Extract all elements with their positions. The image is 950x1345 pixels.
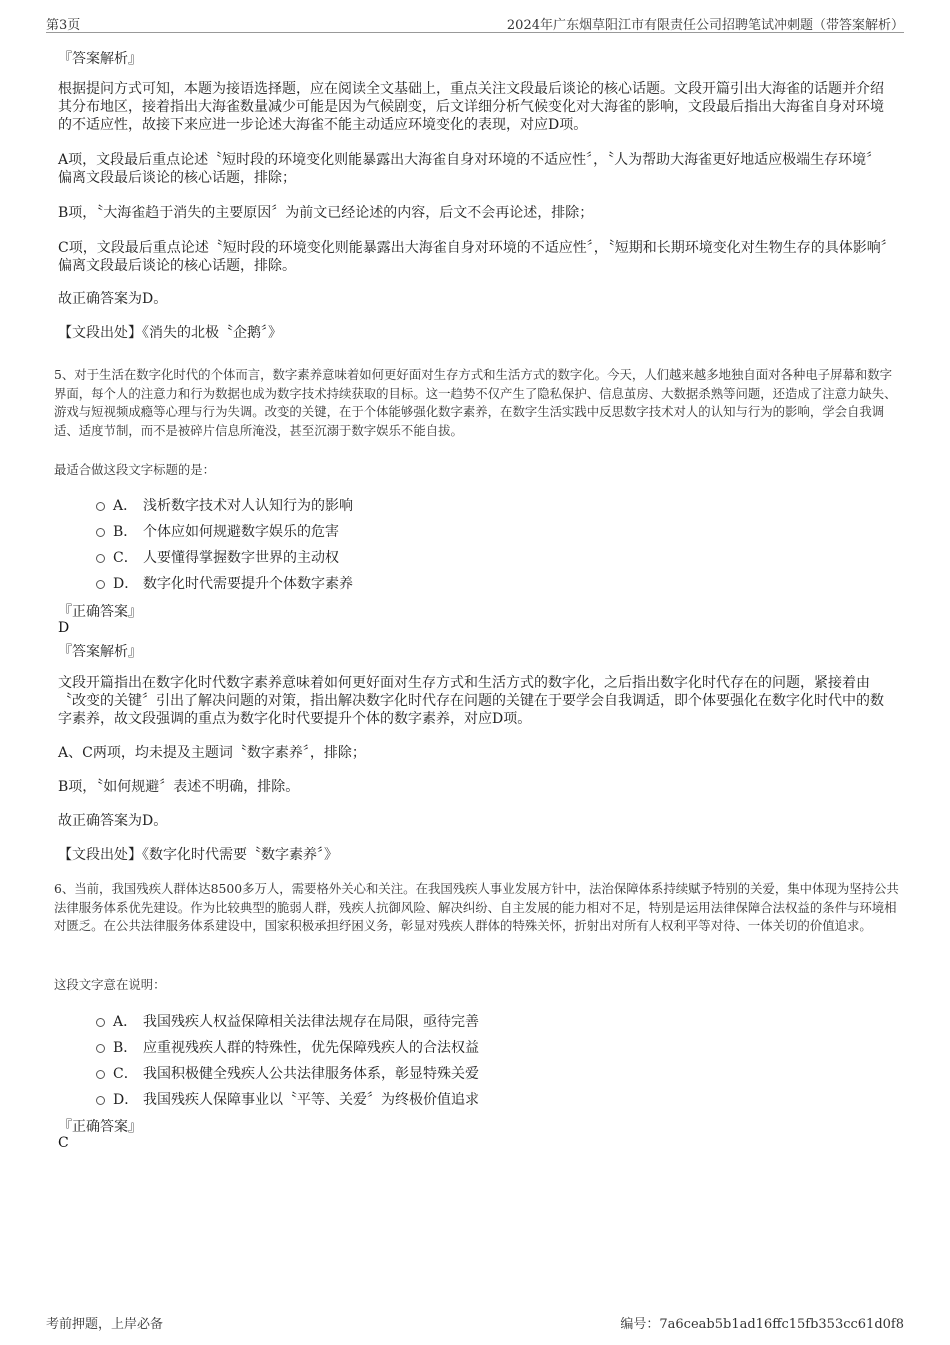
radio-icon[interactable] [96,580,105,589]
q5-answer: D [58,620,70,636]
q5-option-c[interactable]: C． 人要懂得掌握数字世界的主动权 [96,547,339,567]
q5-option-b[interactable]: B． 个体应如何规避数字娱乐的危害 [96,521,339,541]
q5-analysis-label: 『答案解析』 [58,644,142,660]
document-title: 2024年广东烟草阳江市有限责任公司招聘笔试冲刺题（带答案解析） [506,18,904,33]
radio-icon[interactable] [96,1070,105,1079]
q5-option-ac-explain: A、C两项，均未提及主题词〝数字素养〞，排除； [58,745,366,761]
q5-prompt: 最适合做这段文字标题的是： [54,462,216,477]
q5-option-a[interactable]: A． 浅析数字技术对人认知行为的影响 [96,495,353,515]
q5-question-text: 5、对于生活在数字化时代的个体而言，数字素养意味着如何更好面对生存方式和生活方式的数字化。今天，人们越来越多地独自面对各种电子屏幕和数字界面，每个人的注意力和行为数据也成为数字技术持续获取的目标。这一趋势不仅产生了隐私保护、信息茧房、大数据杀熟等问题，还造成了注意力缺失、游戏与短视频成瘾等心理与行为失调。改变的关键，在于个体能够强化数字素养，在数字生活实践中反思数字技术对人的认知与行为的影响，学会自我调适、适度节制，而不是被碎片信息所淹没，甚至沉溺于数字娱乐不能自拔。 [54,367,897,438]
q6-option-d-text: 我国残疾人保障事业以〝平等、关爱〞为终极价值追求 [143,1092,479,1108]
radio-icon[interactable] [96,528,105,537]
q5-option-b-text: 个体应如何规避数字娱乐的危害 [143,524,339,540]
radio-icon[interactable] [96,1044,105,1053]
q4-option-a-explain: A项，文段最后重点论述〝短时段的环境变化则能暴露出大海雀自身对环境的不适应性〞，〝人为帮助大海雀更好地适应极端生存环境〞偏离文段最后谈论的核心话题，排除； [58,152,881,186]
q5-option-d-text: 数字化时代需要提升个体数字素养 [143,576,353,592]
q4-option-b-explain: B项，〝大海雀趋于消失的主要原因〞为前文已经论述的内容，后文不会再论述，排除； [58,205,594,221]
radio-icon[interactable] [96,1018,105,1027]
q4-analysis: 根据提问方式可知，本题为接语选择题，应在阅读全文基础上，重点关注文段最后谈论的核心话题。文段开篇引出大海雀的话题并介绍其分布地区，接着指出大海雀数量减少可能是因为气候剧变，后文详细分析气候变化对大海雀的影响，文段最后指出大海雀自身对环境的不适应性，故接下来应进一步论述大海雀不能主动适应环境变化的表现，对应D项。 [58,81,884,133]
page-number: 第3页 [46,18,81,33]
q4-source: 【文段出处】《消失的北极〝企鹅〞》 [58,325,282,341]
q6-option-a-text: 我国残疾人权益保障相关法律法规存在局限，亟待完善 [143,1014,479,1030]
q6-option-d[interactable]: D． 我国残疾人保障事业以〝平等、关爱〞为终极价值追求 [96,1089,479,1109]
radio-icon[interactable] [96,1096,105,1105]
q5-option-a-text: 浅析数字技术对人认知行为的影响 [143,498,353,514]
q5-option-b-explain: B项，〝如何规避〞表述不明确，排除。 [58,779,300,795]
q4-conclusion: 故正确答案为D。 [58,291,168,307]
q6-prompt: 这段文字意在说明： [54,977,166,992]
q5-option-c-text: 人要懂得掌握数字世界的主动权 [143,550,339,566]
q6-option-b[interactable]: B． 应重视残疾人群的特殊性，优先保障残疾人的合法权益 [96,1037,479,1057]
q5-conclusion: 故正确答案为D。 [58,813,168,829]
q5-option-d[interactable]: D． 数字化时代需要提升个体数字素养 [96,573,353,593]
q4-option-c-explain: C项，文段最后重点论述〝短时段的环境变化则能暴露出大海雀自身对环境的不适应性〞，〝短期和长期环境变化对生物生存的具体影响〞偏离文段最后谈论的核心话题，排除。 [58,240,888,274]
document-id: 编号：7a6ceab5b1ad16ffc15fb353cc61d0f8 [620,1317,904,1332]
q5-source: 【文段出处】《数字化时代需要〝数字素养〞》 [58,847,338,863]
q5-analysis: 文段开篇指出在数字化时代数字素养意味着如何更好面对生存方式和生活方式的数字化，之后指出数字化时代存在的问题，紧接着由〝改变的关键〞引出了解决问题的对策，指出解决数字化时代存在问题的关键在于要学会自我调适，即个体要强化在数字化时代中的数字素养，故文段强调的重点为数字化时代要提升个体的数字素养，对应D项。 [58,675,884,727]
q6-option-b-text: 应重视残疾人群的特殊性，优先保障残疾人的合法权益 [143,1040,479,1056]
page-header [46,14,904,33]
q4-analysis-label: 『答案解析』 [58,51,142,67]
q6-answer: C [58,1135,69,1151]
footer-slogan: 考前押题，上岸必备 [46,1317,164,1332]
q6-option-a[interactable]: A． 我国残疾人权益保障相关法律法规存在局限，亟待完善 [96,1011,479,1031]
q5-answer-label: 『正确答案』 [58,604,142,620]
q6-question-text: 6、当前，我国残疾人群体达8500多万人，需要格外关心和关注。在我国残疾人事业发展方针中，法治保障体系持续赋予特别的关爱，集中体现为坚持公共法律服务体系优先建设。作为比较典型的脆弱人群，残疾人抗御风险、解决纠纷、自主发展的能力相对不足，特别是运用法律保障合法权益的条件与环境相对匮乏。在公共法律服务体系建设中，国家积极承担纾困义务，彰显对残疾人群体的特殊关怀，折射出对所有人权利平等对待、一体关切的价值追求。 [54,881,899,933]
q6-answer-label: 『正确答案』 [58,1119,142,1135]
radio-icon[interactable] [96,554,105,563]
q6-option-c-text: 我国积极健全残疾人公共法律服务体系，彰显特殊关爱 [143,1066,479,1082]
radio-icon[interactable] [96,502,105,511]
q6-option-c[interactable]: C． 我国积极健全残疾人公共法律服务体系，彰显特殊关爱 [96,1063,479,1083]
